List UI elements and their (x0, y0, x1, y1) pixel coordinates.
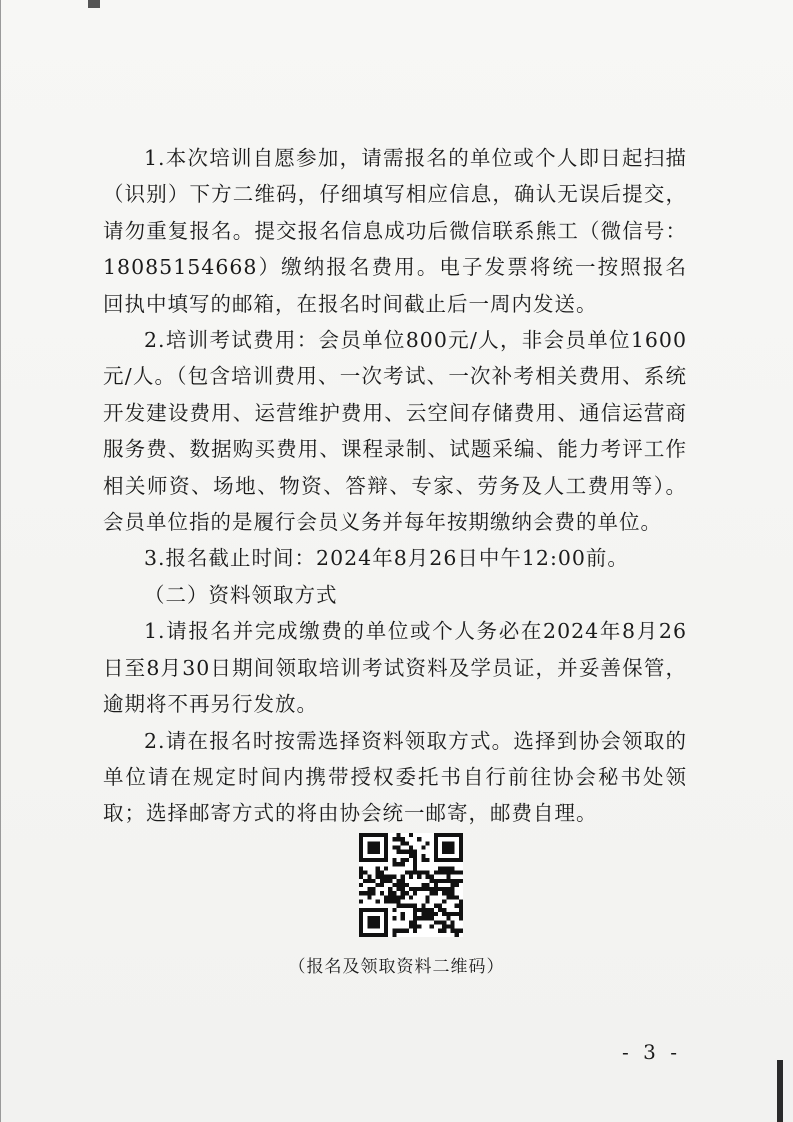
paragraph-fees: 2.培训考试费用：会员单位800元/人，非会员单位1600元/人。（包含培训费用、一次考试、一次补考相关费用、系统开发建设费用、运营维护费用、云空间存储费用、通信运营商服务费、数据购买费用、课程录制、试题采编、能力考评工作相关师资、场地、物资、答辩、专家、劳务及人工费用等）。会员单位指的是履行会员义务并每年按期缴纳会费的单位。 (103, 328, 687, 535)
qr-code[interactable] (359, 833, 463, 937)
scan-edge-right (777, 1060, 783, 1122)
paragraph-collection-method: 2.请在报名时按需选择资料领取方式。选择到协会领取的单位请在规定时间内携带授权委托书自行前往协会秘书处领取；选择邮寄方式的将由协会统一邮寄，邮费自理。 (103, 728, 687, 826)
paragraph-deadline: 3.报名截止时间：2024年8月26日中午12:00前。 (144, 546, 629, 571)
paragraph-registration: 1.本次培训自愿参加，请需报名的单位或个人即日起扫描（识别）下方二维码，仔细填写相应信息，确认无误后提交，请勿重复报名。提交报名信息成功后微信联系熊工（微信号：18085154668）缴纳报名费用。电子发票将统一按照报名回执中填写的邮箱，在报名时间截止后一周内发送。 (103, 146, 687, 316)
scan-mark (88, 0, 100, 8)
paragraph-collection-period: 1.请报名并完成缴费的单位或个人务必在2024年8月26日至8月30日期间领取培训考试资料及学员证，并妥善保管，逾期将不再另行发放。 (103, 619, 687, 717)
body-text (103, 140, 687, 832)
section-heading: （二）资料领取方式 (144, 582, 338, 607)
qr-code-icon (359, 833, 463, 937)
qr-caption: （报名及领取资料二维码） (288, 957, 505, 977)
page-number: - 3 - (622, 1040, 681, 1064)
